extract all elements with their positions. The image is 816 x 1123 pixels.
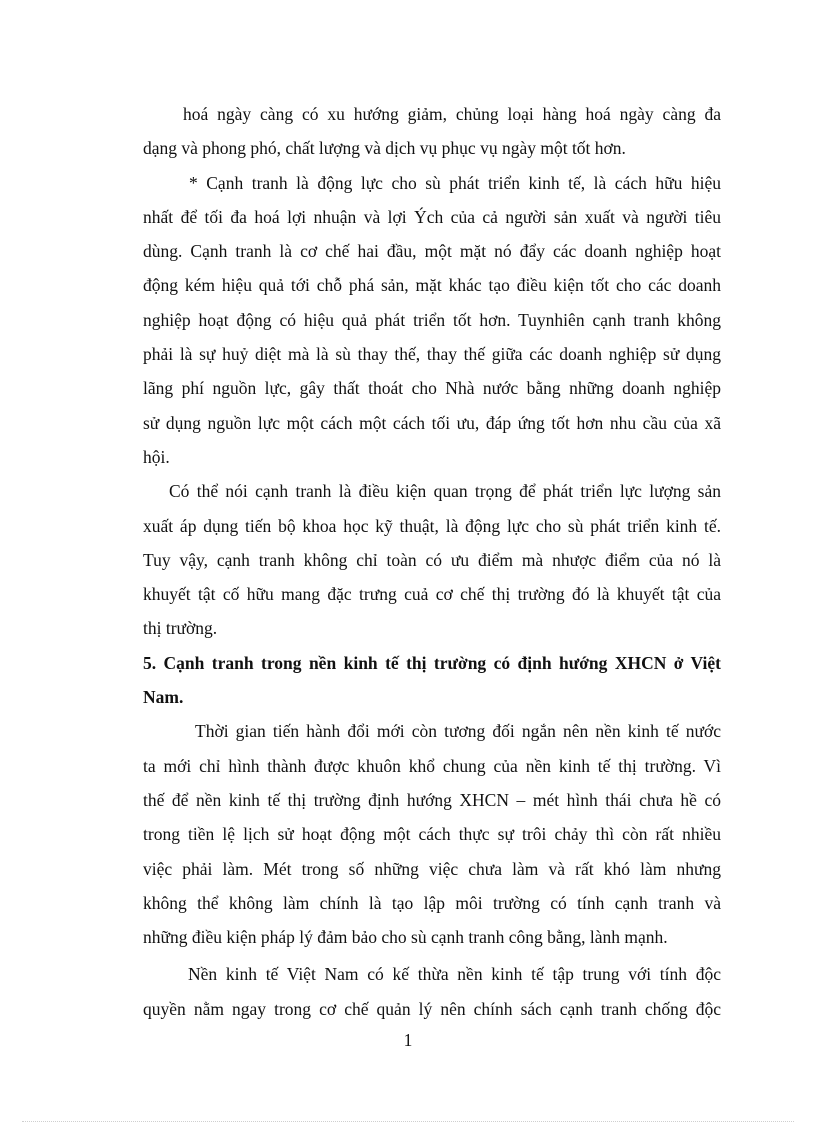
text-line: xuất áp dụng tiến bộ khoa học kỹ thuật, là động lực cho sù phát triển kinh tế. <box>143 515 721 536</box>
text-line: Thời gian tiến hành đổi mới còn tương đối ngắn nên nền kinh tế nước <box>195 721 721 742</box>
heading-line: 5. Cạnh tranh trong nền kinh tế thị trường có định hướng XHCN ở Việt <box>143 652 721 673</box>
page-bottom-divider <box>22 1121 794 1122</box>
heading-line: Nam. <box>143 687 184 708</box>
page-number: 1 <box>403 1030 413 1050</box>
section-heading <box>143 646 721 715</box>
paragraph-reform-period <box>143 714 721 954</box>
text-line: dùng. Cạnh tranh là cơ chế hai đầu, một mặt nó đẩy các doanh nghiệp hoạt <box>143 241 721 262</box>
text-line: nghiệp hoạt động có hiệu quả phát triển tốt hơn. Tuynhiên cạnh tranh không <box>143 309 721 330</box>
text-line: thị trường. <box>143 618 218 639</box>
text-line: trong tiền lệ lịch sử hoạt động một cách thực sự trôi chảy thì còn rất nhiều <box>143 824 721 845</box>
text-line: quyền nằm ngay trong cơ chế quản lý nên chính sách cạnh tranh chống độc <box>143 998 721 1019</box>
text-line: dạng và phong phó, chất lượng và dịch vụ phục vụ ngày một tốt hơn. <box>143 138 626 159</box>
text-line: Có thể nói cạnh tranh là điều kiện quan trọng để phát triển lực lượng sản <box>169 481 721 502</box>
text-line: ta mới chỉ hình thành được khuôn khổ chung của nền kinh tế thị trường. Vì <box>143 755 721 776</box>
text-line: * Cạnh tranh là động lực cho sù phát triển kinh tế, là cách hữu hiệu <box>189 172 721 193</box>
text-line: lãng phí nguồn lực, gây thất thoát cho Nhà nước bằng những doanh nghiệp <box>143 378 721 399</box>
document-body <box>143 97 721 1026</box>
text-line: Tuy vậy, cạnh tranh không chỉ toàn có ưu điểm mà nhược điểm của nó là <box>143 549 721 570</box>
text-line: việc phải làm. Mét trong số những việc chưa làm và rất khó làm nhưng <box>143 858 721 879</box>
text-line: Nền kinh tế Việt Nam có kế thừa nền kinh tế tập trung với tính độc <box>188 964 721 985</box>
text-line: khuyết tật cố hữu mang đặc trưng cuả cơ chế thị trường đó là khuyết tật của <box>143 584 721 605</box>
paragraph-continuation <box>143 97 721 166</box>
text-line: sử dụng nguồn lực một cách một cách tối ưu, đáp ứng tốt hơn nhu cầu của xã <box>143 412 721 433</box>
paragraph-competition-conditions <box>143 474 721 645</box>
text-line: những điều kiện pháp lý đảm bảo cho sù cạnh tranh công bằng, lành mạnh. <box>143 927 668 948</box>
text-line: nhất để tối đa hoá lợi nhuận và lợi Ých của cả người sản xuất và người tiêu <box>143 206 721 227</box>
paragraph-vietnam-economy <box>143 957 721 1026</box>
text-line: thế để nền kinh tế thị trường định hướng XHCN – mét hình thái chưa hề có <box>143 789 721 810</box>
text-line: hoá ngày càng có xu hướng giảm, chủng loại hàng hoá ngày càng đa <box>183 104 721 124</box>
text-line: động kém hiệu quả tới chỗ phá sản, mặt khác tạo điều kiện tốt cho các doanh <box>143 275 721 296</box>
text-line: phải là sự huỷ diệt mà là sù thay thế, thay thế giữa các doanh nghiệp sử dụng <box>143 344 721 365</box>
text-line: không thể không làm chính là tạo lập môi trường có tính cạnh tranh và <box>143 892 721 913</box>
paragraph-competition-driver <box>143 166 721 475</box>
text-line: hội. <box>143 446 170 467</box>
